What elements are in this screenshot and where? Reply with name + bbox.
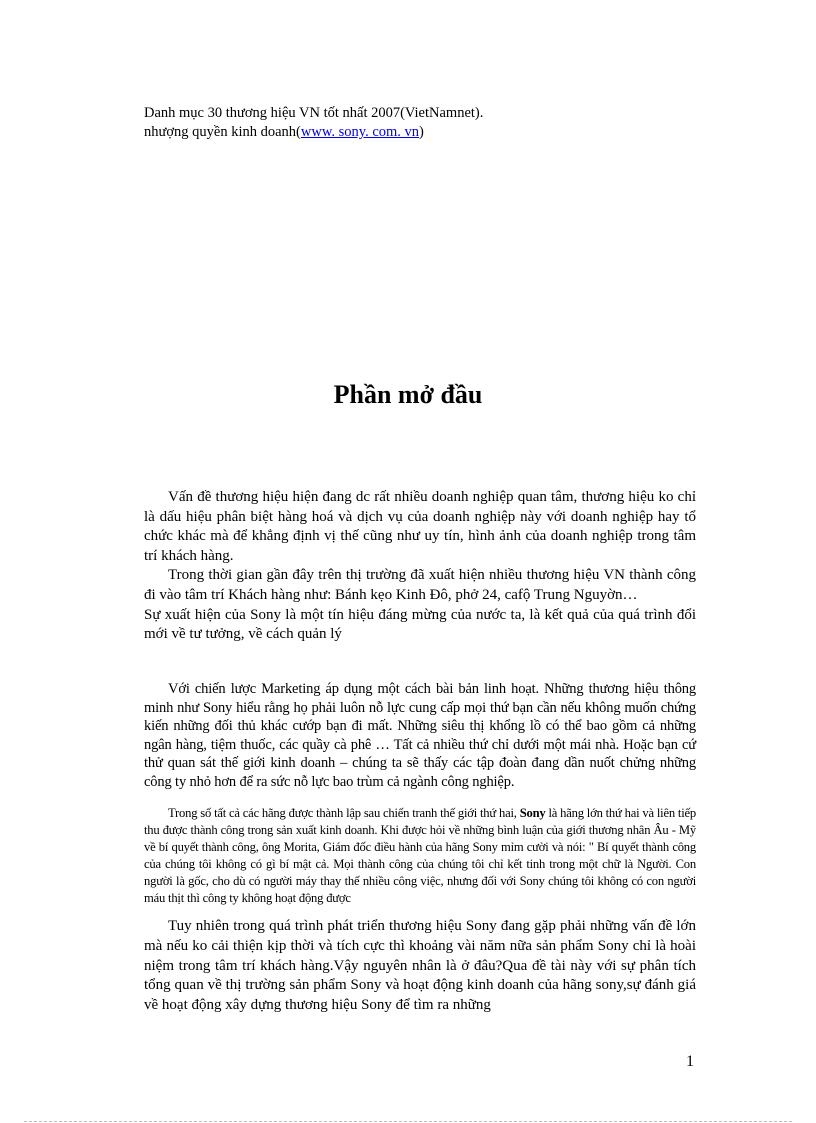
marketing-section	[144, 680, 696, 791]
header-line-2-prefix: nhượng quyền kinh doanh(	[144, 124, 301, 140]
page-header	[144, 104, 696, 142]
intro-paragraph-1: Vấn đề thương hiệu hiện đang dc rất nhiều doanh nghiệp quan tâm, thương hiệu ko chỉ là dấu hiệu phân biệt hàng hoá và dịch vụ của doanh nghiệp này với doanh nghiệp hay tổ chức khác mà để khẳng định vị thế cũng như uy tín, hình ảnh của doanh nghiệp trong tâm trí khách hàng.	[144, 489, 696, 564]
header-line-2-suffix: )	[419, 124, 424, 140]
sony-quote-section	[144, 805, 696, 908]
quote-text-start: Trong số tất cả các hãng được thành lập sau chiến tranh thế giới thứ hai,	[168, 806, 520, 820]
quote-text-end: là hãng lớn thứ hai và liên tiếp thu được thành công trong sản xuất kinh doanh. Khi được hỏi về những bình luận của giới thương nhân Âu - Mỹ về bí quyết thành công, ông Morita, Giám đốc điều hành của hãng Sony mỉm cười và nói: " Bí quyết thành công của chúng tôi không có gì bí mật cả. Mọi thành công của chúng tôi chỉ kết tinh trong một chữ là Người. Con người là gốc, cho dù có người máy thay thế nhiều công việc, nhưng đối với Sony chúng tôi không có con người máu thịt thì công ty không hoạt động được	[144, 806, 696, 906]
marketing-paragraph: Với chiến lược Marketing áp dụng một cách bài bản linh hoạt. Những thương hiệu thông minh như Sony hiểu rằng họ phải luôn nỗ lực cung cấp mọi thứ bạn cần nếu không muốn chứng kiến những đối thủ khác cướp bạn đi mất. Những siêu thị khổng lồ có thể bao gồm cả những ngân hàng, tiệm thuốc, các quầy cà phê … Tất cả nhiều thứ chỉ dưới một mái nhà. Hoặc bạn cứ thử quan sát thế giới kinh doanh – chúng ta sẽ thấy các tập đoàn đang dần nuốt chửng những công ty nhỏ hơn để ra sức nỗ lực bao trùm cả ngành công nghiệp.	[144, 681, 696, 790]
header-line-2	[144, 123, 696, 142]
page-bottom-divider	[24, 1121, 792, 1122]
intro-paragraph-2: Trong thời gian gần đây trên thị trường đã xuất hiện nhiều thương hiệu VN thành công đi vào tâm trí Khách hàng như: Bánh kẹo Kinh Đô, phở 24, cafộ Trung Nguyờn…	[144, 567, 696, 603]
page-number: 1	[686, 1053, 694, 1070]
sony-quote-paragraph	[144, 805, 696, 908]
problem-paragraph: Tuy nhiên trong quá trình phát triển thương hiệu Sony đang gặp phải những vấn đề lớn mà nếu ko cải thiện kịp thời và tích cực thì khoảng vài năm nữa sản phẩm Sony chỉ là hoài niệm trong tâm trí khách hàng.Vậy nguyên nhân là ở đâu?Qua đề tài này với sự phân tích tổng quan về thị trường sản phẩm Sony và hoạt động kinh doanh của hãng sony,sự đánh giá về hoạt động xây dựng thương hiệu Sony để tìm ra những	[144, 918, 696, 1014]
intro-paragraph-3: Sự xuất hiện của Sony là một tín hiệu đáng mừng của nước ta, là kết quả của quá trình đổi mới về tư tưởng, về cách quản lý	[144, 606, 696, 643]
header-line-1: Danh mục 30 thương hiệu VN tốt nhất 2007(VietNamnet).	[144, 105, 484, 121]
page-title: Phần mở đầu	[333, 380, 483, 409]
sony-website-link[interactable]: www. sony. com. vn	[300, 124, 420, 140]
intro-section	[144, 488, 696, 645]
problem-section	[144, 917, 696, 1016]
quote-bold-sony: Sony	[519, 806, 546, 820]
